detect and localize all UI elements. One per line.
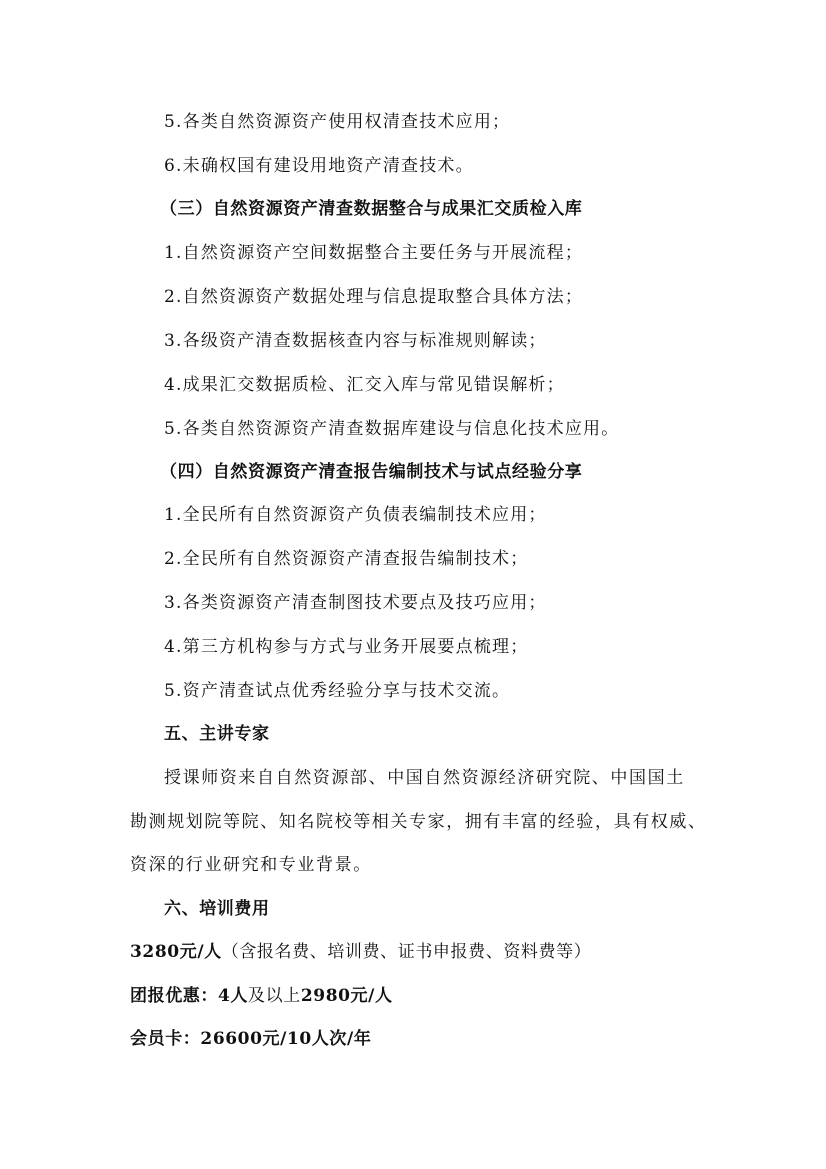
fee-note: （含报名费、培训费、证书申报费、资料费等）	[221, 942, 592, 962]
paragraph-line: 授课师资来自自然资源部、中国自然资源经济研究院、中国国土	[164, 768, 685, 788]
list-item: 2.全民所有自然资源资产清查报告编制技术；	[164, 549, 529, 569]
fee-line	[130, 940, 591, 964]
list-item: 5.各类自然资源资产使用权清查技术应用；	[164, 112, 511, 132]
section-3-heading: （三）自然资源资产清查数据整合与成果汇交质检入库	[160, 199, 583, 219]
list-item: 4.第三方机构参与方式与业务开展要点梳理；	[164, 637, 529, 657]
paragraph-line: 勘测规划院等院、知名院校等相关专家，拥有丰富的经验，具有权威、	[130, 812, 707, 832]
list-item: 4.成果汇交数据质检、汇交入库与常见错误解析；	[164, 375, 565, 395]
group-count: 4人	[218, 986, 249, 1006]
list-item: 3.各类资源资产清查制图技术要点及技巧应用；	[164, 593, 547, 613]
section-4-heading: （四）自然资源资产清查报告编制技术与试点经验分享	[160, 462, 583, 482]
list-item: 5.资产清查试点优秀经验分享与技术交流。	[164, 681, 511, 701]
group-price: 2980元/人	[300, 986, 393, 1006]
group-connector: 及以上	[248, 986, 301, 1006]
list-item: 1.自然资源资产空间数据整合主要任务与开展流程；	[164, 243, 584, 263]
fee-price: 3280元/人	[130, 942, 222, 962]
group-label: 团报优惠：	[130, 986, 218, 1006]
list-item: 6.未确权国有建设用地资产清查技术。	[164, 156, 474, 176]
section-6-heading: 六、培训费用	[164, 899, 270, 919]
list-item: 1.全民所有自然资源资产负债表编制技术应用；	[164, 505, 547, 525]
list-item: 2.自然资源资产数据处理与信息提取整合具体方法；	[164, 287, 584, 307]
list-item: 3.各级资产清查数据核查内容与标准规则解读；	[164, 331, 547, 351]
paragraph-line: 资深的行业研究和专业背景。	[130, 855, 372, 875]
list-item: 5.各类自然资源资产清查数据库建设与信息化技术应用。	[164, 419, 620, 439]
group-discount-line	[130, 984, 393, 1008]
member-card-line: 会员卡：26600元/10人次/年	[130, 1029, 372, 1049]
section-5-heading: 五、主讲专家	[164, 724, 270, 744]
